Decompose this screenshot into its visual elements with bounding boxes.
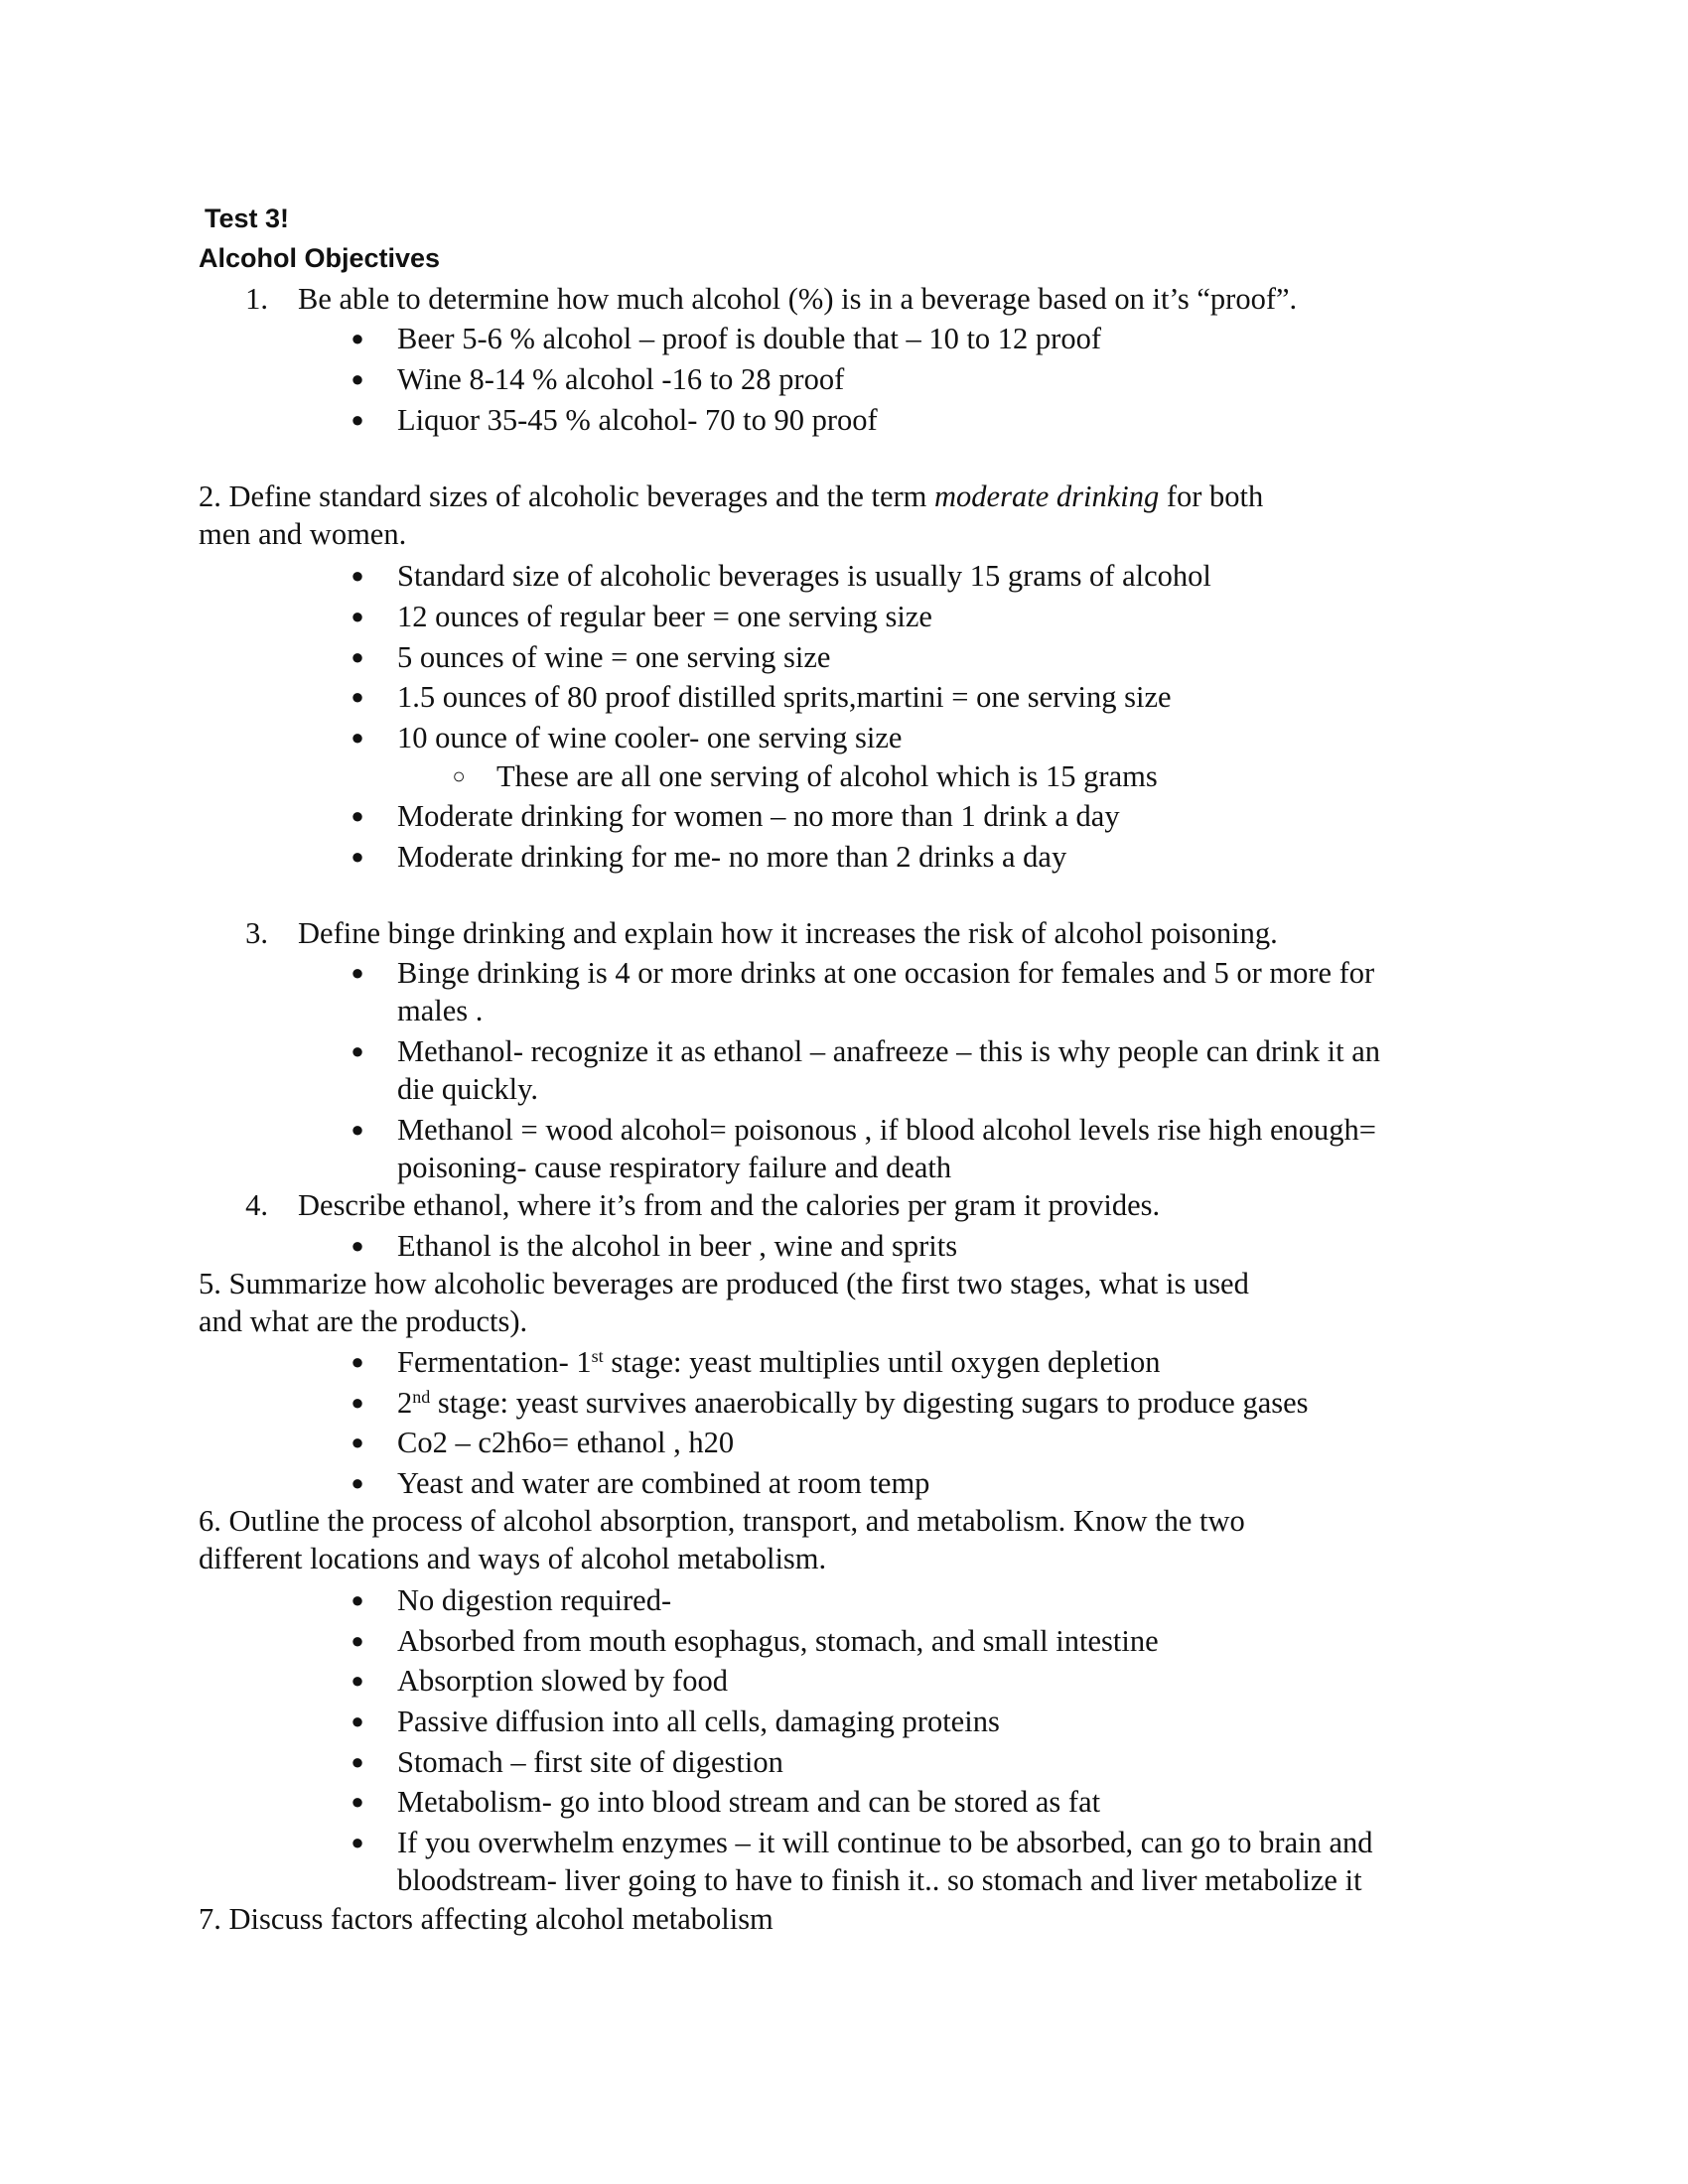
bullet-text: Moderate drinking for women – no more than 1 drink a day — [397, 799, 1120, 833]
bullet-text: These are all one serving of alcohol which is 15 grams — [496, 759, 1158, 793]
bullet-text: Passive diffusion into all cells, damaging proteins — [397, 1705, 1000, 1738]
bullet-icon: ● — [351, 1390, 364, 1415]
objective-text: Be able to determine how much alcohol (%) is in a beverage based on it’s “proof”. — [298, 282, 1298, 316]
bullet-text: Moderate drinking for me- no more than 2 drinks a day — [397, 840, 1067, 874]
bullet-icon: ● — [351, 844, 364, 869]
bullet-text: die quickly. — [397, 1072, 539, 1106]
bullet-icon: ● — [351, 1117, 364, 1142]
bullet-text: bloodstream- liver going to have to finish it.. so stomach and liver metabolize it — [397, 1863, 1362, 1897]
bullet-icon: ● — [351, 1708, 364, 1733]
objective-text: 2. Define standard sizes of alcoholic beverages and the term — [199, 479, 935, 513]
bullet-icon: ● — [351, 803, 364, 828]
bullet-text: poisoning- cause respiratory failure and death — [397, 1151, 952, 1184]
document-title: Test 3! — [205, 204, 290, 233]
bullet-icon: ● — [351, 407, 364, 432]
bullet-icon: ● — [351, 960, 364, 985]
bullet-text: Standard size of alcoholic beverages is usually 15 grams of alcohol — [397, 559, 1211, 593]
hollow-bullet-icon: ○ — [452, 763, 466, 788]
bullet-icon: ● — [351, 1749, 364, 1774]
bullet-icon: ● — [351, 604, 364, 628]
bullet-text: 1.5 ounces of 80 proof distilled sprits,martini = one serving size — [397, 680, 1172, 714]
bullet-icon: ● — [351, 1470, 364, 1495]
bullet-text — [397, 1343, 1160, 1381]
bullet-text: Beer 5-6 % alcohol – proof is double that – 10 to 12 proof — [397, 322, 1101, 355]
bullet-text: Absorbed from mouth esophagus, stomach, and small intestine — [397, 1624, 1159, 1658]
bullet-text: Ethanol is the alcohol in beer , wine and sprits — [397, 1229, 958, 1263]
objective-number: 3. — [245, 916, 268, 950]
section-heading: Alcohol Objectives — [199, 243, 441, 273]
bullet-text: Liquor 35-45 % alcohol- 70 to 90 proof — [397, 403, 878, 437]
bullet-text: Methanol = wood alcohol= poisonous , if blood alcohol levels rise high enough= — [397, 1113, 1376, 1147]
bullet-icon: ● — [351, 1587, 364, 1612]
objective-5-continued: and what are the products). — [199, 1304, 528, 1338]
objective-number: 4. — [245, 1188, 268, 1222]
superscript: st — [591, 1346, 604, 1366]
objective-text: Describe ethanol, where it’s from and the calories per gram it provides. — [298, 1188, 1161, 1222]
emphasis-text: moderate drinking — [934, 479, 1160, 513]
bullet-text: 5 ounces of wine = one serving size — [397, 640, 831, 674]
bullet-icon: ● — [351, 1628, 364, 1653]
bullet-text: Binge drinking is 4 or more drinks at one occasion for females and 5 or more for — [397, 956, 1375, 990]
bullet-text: If you overwhelm enzymes – it will continue to be absorbed, can go to brain and — [397, 1826, 1373, 1859]
objective-5: 5. Summarize how alcoholic beverages are produced (the first two stages, what is used — [199, 1267, 1249, 1300]
bullet-text: males . — [397, 994, 484, 1027]
superscript: nd — [412, 1387, 431, 1407]
objective-6: 6. Outline the process of alcohol absorption, transport, and metabolism. Know the two — [199, 1504, 1245, 1538]
bullet-text: Stomach – first site of digestion — [397, 1745, 783, 1779]
bullet-text: Wine 8-14 % alcohol -16 to 28 proof — [397, 362, 845, 396]
objective-text: Define binge drinking and explain how it increases the risk of alcohol poisoning. — [298, 916, 1278, 950]
objective-number: 1. — [245, 282, 268, 316]
bullet-icon: ● — [351, 684, 364, 709]
bullet-icon: ● — [351, 725, 364, 750]
bullet-text: Co2 – c2h6o= ethanol , h20 — [397, 1426, 735, 1459]
bullet-icon: ● — [351, 563, 364, 588]
bullet-icon: ● — [351, 1668, 364, 1693]
bullet-text: Yeast and water are combined at room temp — [397, 1466, 930, 1500]
objective-7: 7. Discuss factors affecting alcohol metabolism — [199, 1902, 774, 1936]
bullet-text-part: Fermentation- 1 — [397, 1345, 592, 1379]
bullet-text-part: 2 — [397, 1386, 413, 1420]
bullet-text-part: stage: yeast survives anaerobically by digesting sugars to produce gases — [430, 1386, 1309, 1420]
objective-text: for both — [1159, 479, 1264, 513]
bullet-text-part: stage: yeast multiplies until oxygen depletion — [603, 1345, 1161, 1379]
bullet-icon: ● — [351, 1038, 364, 1063]
bullet-text: 10 ounce of wine cooler- one serving size — [397, 721, 903, 754]
bullet-icon: ● — [351, 1430, 364, 1454]
bullet-icon: ● — [351, 326, 364, 350]
objective-6-continued: different locations and ways of alcohol metabolism. — [199, 1542, 827, 1575]
bullet-text: No digestion required- — [397, 1583, 672, 1617]
bullet-icon: ● — [351, 1830, 364, 1854]
bullet-icon: ● — [351, 366, 364, 391]
bullet-icon: ● — [351, 1233, 364, 1258]
bullet-icon: ● — [351, 1349, 364, 1374]
bullet-text: Metabolism- go into blood stream and can be stored as fat — [397, 1785, 1101, 1819]
bullet-text: Absorption slowed by food — [397, 1664, 728, 1698]
bullet-icon: ● — [351, 644, 364, 669]
objective-2 — [199, 478, 1263, 515]
bullet-text: 12 ounces of regular beer = one serving size — [397, 600, 932, 633]
bullet-text: Methanol- recognize it as ethanol – anafreeze – this is why people can drink it an — [397, 1034, 1381, 1068]
bullet-text — [397, 1384, 1309, 1422]
bullet-icon: ● — [351, 1789, 364, 1814]
objective-2-continued: men and women. — [199, 517, 407, 551]
